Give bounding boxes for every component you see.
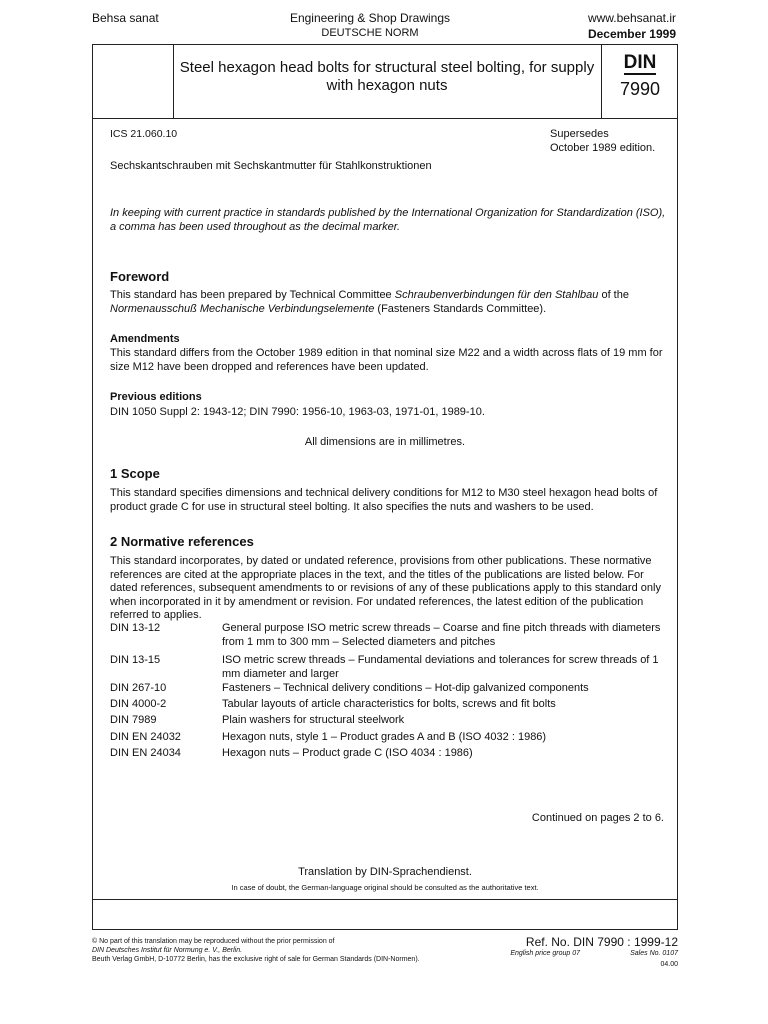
dimensions-note: All dimensions are in millimetres. — [304, 436, 466, 448]
amendments-text: This standard differs from the October 1989 edition in that nominal size M22 and a width across flats of 19 mm for size M12 have been dropped and references have been updated. — [110, 347, 663, 373]
divider — [601, 45, 602, 119]
din-logo: DIN — [623, 52, 657, 73]
translation-disclaimer: In case of doubt, the German-language original should be consulted as the authoritative text. — [231, 883, 539, 892]
document-code: 04.00 — [660, 961, 678, 968]
reference-title: Tabular layouts of article characteristics for bolts, screws and fit bolts — [222, 698, 556, 710]
header-subtitle: Engineering & Shop Drawings — [289, 11, 451, 25]
reference-title: Hexagon nuts – Product grade C (ISO 4034 : 1986) — [222, 747, 473, 759]
reference-code: DIN 7989 — [110, 714, 157, 726]
reference-title: Fasteners – Technical delivery conditions – Hot-dip galvanized components — [222, 682, 589, 694]
reference-code: DIN 267-10 — [110, 682, 167, 694]
din-number-block — [605, 53, 675, 100]
divider — [93, 899, 677, 900]
copyright-line: DIN Deutsches Institut für Normung e. V., Berlin. — [92, 947, 243, 954]
supersedes-label: Supersedes — [550, 128, 609, 140]
continued-note: Continued on pages 2 to 6. — [531, 812, 664, 824]
publisher-name: Behsa sanat — [92, 11, 159, 25]
header-norm-label: DEUTSCHE NORM — [321, 27, 419, 39]
copyright-line: © No part of this translation may be reproduced without the prior permission of — [92, 938, 335, 945]
german-title: Sechskantschrauben mit Sechskantmutter für Stahlkonstruktionen — [110, 160, 432, 172]
normative-references-heading: 2 Normative references — [110, 534, 254, 549]
website-link[interactable]: www.behsanat.ir — [587, 11, 676, 25]
din-number: 7990 — [619, 79, 661, 99]
price-group: English price group 07 — [510, 950, 580, 957]
foreword-heading: Foreword — [110, 269, 170, 284]
decimal-marker-note: In keeping with current practice in standards published by the International Organization for Standardization (ISO), a comma has been used throughout as the decimal marker. — [110, 207, 666, 233]
divider — [173, 45, 174, 119]
translation-credit: Translation by DIN-Sprachendienst. — [298, 866, 472, 878]
reference-code: DIN 13-15 — [110, 654, 161, 666]
reference-code: DIN 4000-2 — [110, 698, 167, 710]
amendments-heading: Amendments — [110, 333, 180, 345]
reference-number: Ref. No. DIN 7990 : 1999-12 — [525, 935, 678, 949]
reference-code: DIN EN 24034 — [110, 747, 181, 759]
reference-title: Hexagon nuts, style 1 – Product grades A and B (ISO 4032 : 1986) — [222, 731, 547, 743]
supersedes-edition: October 1989 edition. — [550, 142, 656, 154]
sales-number: Sales No. 0107 — [630, 950, 678, 957]
reference-code: DIN EN 24032 — [110, 731, 181, 743]
previous-editions-heading: Previous editions — [110, 391, 202, 403]
copyright-line: Beuth Verlag GmbH, D-10772 Berlin, has the exclusive right of sale for German Standards (DIN-Normen). — [92, 956, 420, 963]
scope-text: This standard specifies dimensions and technical delivery conditions for M12 to M30 steel hexagon head bolts of product grade C for use in structural steel bolting. It also specifies the nuts and washers to be used. — [110, 487, 658, 513]
previous-editions-text: DIN 1050 Suppl 2: 1943-12; DIN 7990: 1956-10, 1963-03, 1971-01, 1989-10. — [110, 406, 485, 418]
document-title: Steel hexagon head bolts for structural steel bolting, for supply with hexagon nuts — [179, 59, 595, 94]
ics-code: ICS 21.060.10 — [110, 128, 178, 140]
foreword-text: This standard has been prepared by Technical Committee Schraubenverbindungen für den Stahlbau of the Normenausschuß Mechanische Verbindungselemente (Fasteners Standards Committee). — [110, 289, 629, 315]
title-block — [93, 45, 677, 119]
reference-title: Plain washers for structural steelwork — [222, 714, 405, 726]
scope-heading: 1 Scope — [110, 466, 160, 481]
reference-title: ISO metric screw threads – Fundamental deviations and tolerances for screw threads of 1 mm diameter and larger — [222, 654, 659, 680]
issue-date: December 1999 — [587, 27, 676, 41]
reference-title: General purpose ISO metric screw threads – Coarse and fine pitch threads with diameters from 1 mm to 300 mm – Selected diameters and pitches — [222, 622, 661, 648]
reference-code: DIN 13-12 — [110, 622, 161, 634]
normative-references-text: This standard incorporates, by dated or undated reference, provisions from other publications. These normative references are cited at the appropriate places in the text, and the titles of the publications are listed below. For dated references, subsequent amendments to or revisions of any of these publications apply to this standard only when incorporated in it by amendment or revision. For undated references, the latest edition of the publication referred to applies. — [110, 555, 661, 621]
